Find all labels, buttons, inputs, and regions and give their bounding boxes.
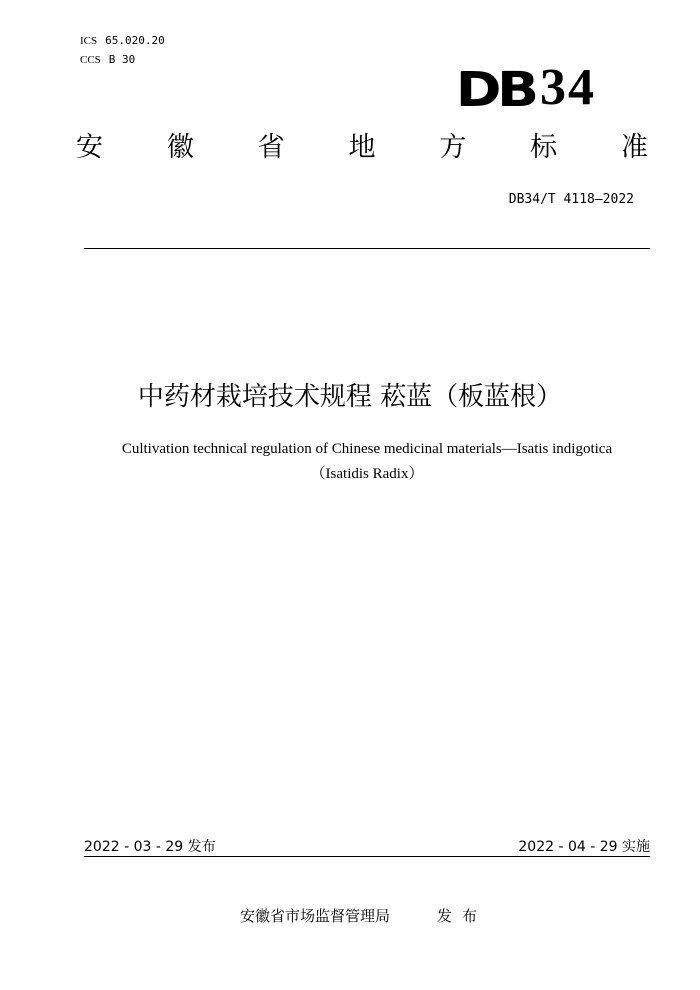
standard-type-char: 地	[348, 132, 376, 163]
standard-type-char: 准	[620, 132, 648, 163]
title-english-line1: Cultivation technical regulation of Chinese medicinal materials—Isatis indigotica	[121, 441, 613, 457]
implementation-date: 2022 - 04 - 29 实施	[518, 839, 650, 855]
ics-label: ICS	[80, 35, 98, 47]
standard-type-char: 安	[76, 132, 103, 163]
issuer-name: 安徽省市场监督管理局	[240, 907, 391, 925]
ccs-label: CCS	[80, 54, 101, 66]
standard-type-char: 省	[257, 132, 285, 163]
ics-code-line	[80, 34, 165, 47]
title-english-line2: （Isatidis Radix）	[310, 466, 424, 482]
ics-code: 65.020.20	[105, 34, 165, 47]
top-divider	[84, 248, 650, 249]
issue-date: 2022 - 03 - 29 发布	[84, 839, 216, 855]
db34-logo	[455, 59, 596, 118]
bottom-divider	[84, 856, 650, 857]
standard-type-heading	[76, 134, 648, 161]
title-chinese: 中药材栽培技术规程 菘蓝（板蓝根）	[137, 382, 563, 412]
ccs-code: B 30	[108, 53, 136, 66]
issuer-action: 发布	[437, 907, 488, 925]
standard-type-char: 方	[439, 132, 467, 163]
logo-letters: DB	[455, 62, 534, 118]
standard-number: DB34/T 4118—2022	[508, 192, 634, 207]
ccs-code-line	[80, 53, 135, 66]
standard-type-char: 标	[530, 132, 558, 163]
logo-number: 34	[540, 59, 596, 116]
standard-type-char: 徽	[166, 132, 194, 163]
